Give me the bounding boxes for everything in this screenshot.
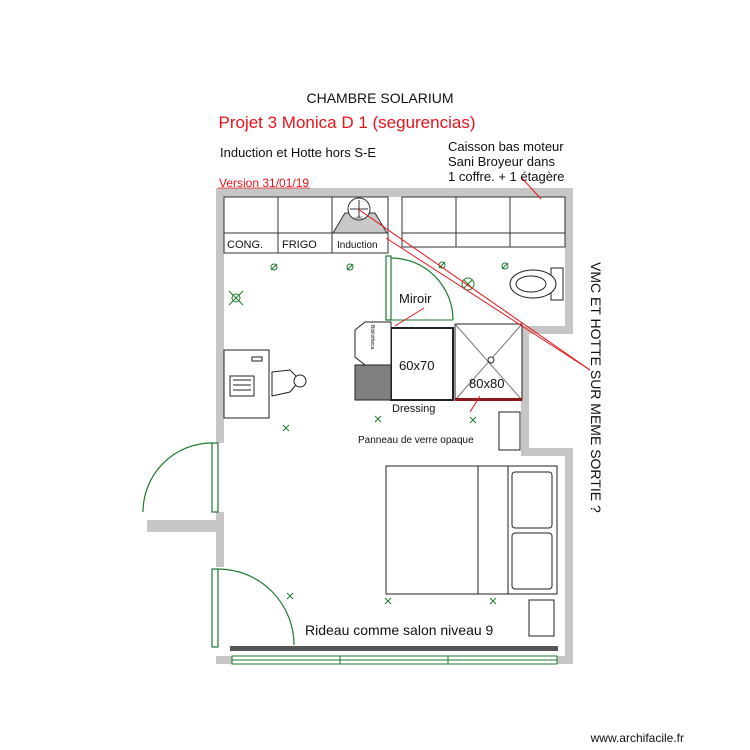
miroir-pointer	[395, 308, 424, 326]
bottom-window	[230, 646, 558, 664]
bibliotheca-label: Bibliotheca	[369, 325, 375, 350]
rideau-rail	[230, 646, 558, 651]
cabinet-top-4	[402, 197, 456, 233]
shower-size-label: 80x80	[469, 376, 505, 391]
door-lower-leaf	[212, 569, 218, 647]
door-miroir-leaf	[386, 256, 391, 320]
socket-icon-10	[490, 598, 496, 604]
night-table	[529, 600, 554, 636]
kitchen-cabinets-right	[402, 197, 565, 247]
socket-icon-8	[287, 593, 293, 599]
wall-right-upper	[565, 188, 573, 334]
socket-icon-9	[385, 598, 391, 604]
induction-label: Induction	[337, 240, 378, 251]
pillow-1	[512, 472, 552, 528]
socket-icon-7	[470, 417, 476, 423]
induction-note: Induction et Hotte hors S-E	[220, 145, 377, 160]
vmc-small-label: VMC	[354, 215, 364, 220]
miroir-label: Miroir	[399, 291, 432, 306]
cabinet-top-5	[456, 197, 510, 233]
cong-label: CONG.	[227, 239, 264, 251]
vmc-note: VMC ET HOTTE SUR MEME SORTIE ?	[588, 262, 604, 513]
cabinet-base-5	[456, 233, 510, 247]
socket-icon-6	[375, 416, 381, 422]
page-title: CHAMBRE SOLARIUM	[306, 90, 454, 106]
cabinet-top-6	[510, 197, 565, 233]
door-left-leaf	[212, 443, 218, 512]
cabinet-top-1	[224, 197, 278, 233]
door-left-arc	[143, 443, 212, 512]
version-label: Version 31/01/19	[219, 176, 310, 190]
panel-cabinet	[499, 412, 520, 450]
cabinet-top-2	[278, 197, 332, 233]
socket-icon-1	[271, 264, 277, 270]
rideau-label: Rideau comme salon niveau 9	[305, 622, 494, 638]
frigo-label: FRIGO	[282, 239, 317, 251]
sink-unit	[355, 365, 391, 400]
toilet	[510, 268, 563, 300]
pillow-2	[512, 533, 552, 589]
ceiling-light-icon	[229, 291, 243, 305]
caisson-line-1: Caisson bas moteur	[448, 139, 564, 154]
wall-left-stub	[147, 520, 224, 532]
dressing-label: Dressing	[392, 403, 436, 415]
shower-drain-icon	[488, 357, 494, 363]
keyboard-icon	[230, 376, 254, 396]
watermark: www.archifacile.fr	[590, 731, 684, 745]
panneau-label: Panneau de verre opaque	[358, 435, 474, 446]
wall-right-lower	[565, 448, 573, 664]
bed	[386, 466, 557, 636]
wardrobe-size-label: 60x70	[399, 358, 435, 373]
caisson-line-3: 1 coffre. + 1 étagère	[448, 169, 565, 184]
socket-icon-2	[347, 264, 353, 270]
socket-icon-5	[283, 425, 289, 431]
socket-icon-4	[502, 263, 508, 269]
cabinet-base-6	[510, 233, 565, 247]
desk	[224, 350, 306, 418]
wall-left-upper	[216, 188, 224, 443]
project-title: Projet 3 Monica D 1 (segurencias)	[218, 113, 476, 132]
door-lower-arc	[218, 569, 294, 645]
caisson-line-2: Sani Broyeur dans	[448, 154, 555, 169]
